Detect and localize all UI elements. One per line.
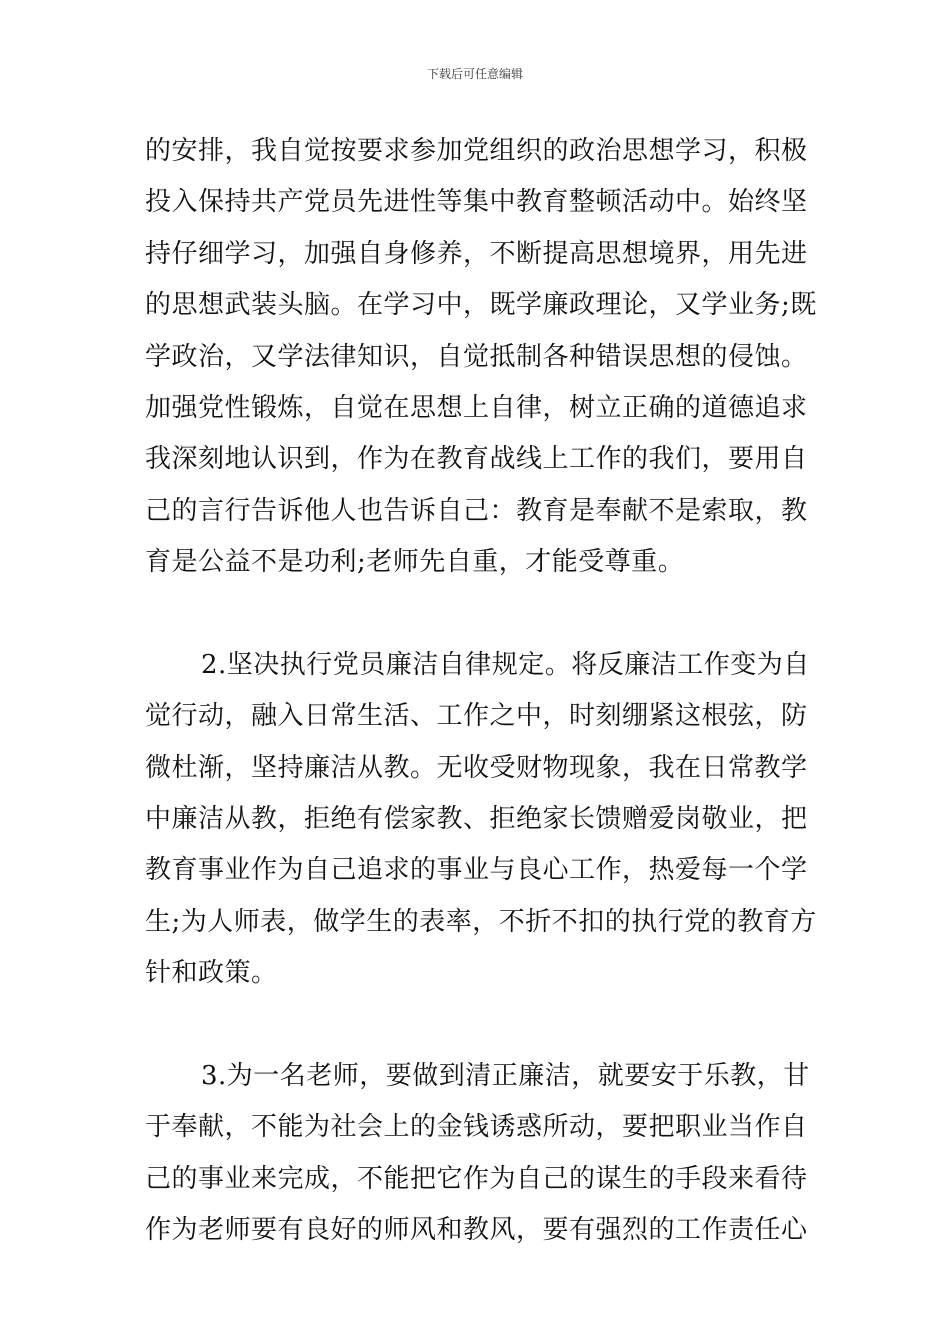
text-line: 作为老师要有良好的师风和教风，要有强烈的工作责任心	[145, 1215, 808, 1246]
page-header: 下载后可任意编辑	[426, 67, 523, 81]
text-line: 己的事业来完成，不能把它作为自己的谋生的手段来看待	[145, 1163, 808, 1194]
text-line: 于奉献，不能为社会上的金钱诱惑所动，要把职业当作自	[145, 1112, 808, 1143]
paragraph-1	[145, 126, 817, 589]
text-line: 我深刻地认识到，作为在教育战线上工作的我们，要用自	[145, 444, 808, 475]
text-line: 育是公益不是功利;老师先自重，才能受尊重。	[145, 547, 685, 578]
text-line: 2.坚决执行党员廉洁自律规定。将反廉洁工作变为自	[201, 649, 810, 680]
text-line: 生;为人师表，做学生的表率，不折不扣的执行党的教育方	[145, 906, 817, 937]
text-line: 3.为一名老师，要做到清正廉洁，就要安于乐教，甘	[201, 1061, 810, 1092]
paragraph-2	[145, 640, 817, 1000]
paragraph-spacer	[145, 589, 811, 640]
text-line: 己的言行告诉他人也告诉自己：教育是奉献不是索取，教	[145, 495, 808, 526]
text-line: 觉行动，融入日常生活、工作之中，时刻绷紧这根弦，防	[145, 701, 808, 732]
text-line: 微杜渐，坚持廉洁从教。无收受财物现象，我在日常教学	[145, 752, 808, 783]
text-line: 投入保持共产党员先进性等集中教育整顿活动中。始终坚	[145, 187, 808, 218]
text-line: 加强党性锻炼，自觉在思想上自律，树立正确的道德追求	[145, 392, 808, 423]
text-line: 教育事业作为自己追求的事业与良心工作，热爱每一个学	[145, 855, 808, 886]
text-line: 的安排，我自觉按要求参加党组织的政治思想学习，积极	[145, 136, 808, 166]
text-line: 针和政策。	[145, 958, 278, 989]
document-body	[145, 126, 817, 1257]
paragraph-3	[145, 1051, 811, 1257]
text-line: 持仔细学习，加强自身修养，不断提高思想境界，用先进	[145, 238, 808, 269]
text-line: 中廉洁从教，拒绝有偿家教、拒绝家长馈赠爱岗敬业，把	[145, 804, 808, 835]
text-line: 学政治，又学法律知识，自觉抵制各种错误思想的侵蚀。	[145, 341, 808, 372]
text-line: 的思想武装头脑。在学习中，既学廉政理论，又学业务;既	[145, 290, 817, 321]
paragraph-spacer	[145, 1000, 811, 1051]
